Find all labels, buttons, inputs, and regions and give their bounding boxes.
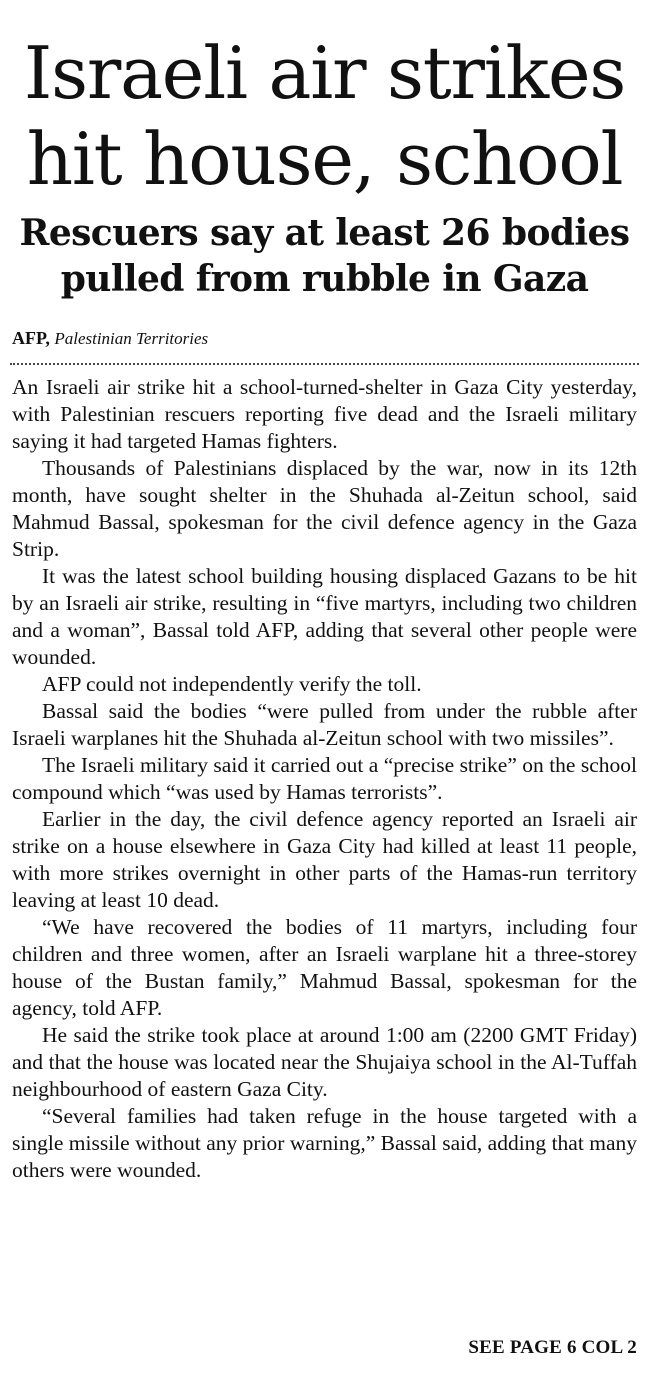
paragraph: “We have recovered the bodies of 11 martyrs, including four children and three women, after an Israeli warplane hit a three-storey house of the Bustan family,” Mahmud Bassal, spokesman for the agency, told AFP. xyxy=(12,915,637,1020)
dotted-divider xyxy=(10,363,639,365)
paragraph: AFP could not independently verify the toll. xyxy=(42,672,422,696)
paragraph: He said the strike took place at around 1:00 am (2200 GMT Friday) and that the house was located near the Shujaiya school in the Al-Tuffah neighbourhood of eastern Gaza City. xyxy=(12,1023,637,1101)
byline-agency: AFP, xyxy=(12,328,50,348)
headline: Israeli air strikes hit house, school xyxy=(23,31,626,201)
byline xyxy=(12,326,208,351)
article-body xyxy=(12,374,637,1184)
paragraph: An Israeli air strike hit a school-turned-shelter in Gaza City yesterday, with Palestinian rescuers reporting five dead and the Israeli military saying it had targeted Hamas fighters. xyxy=(12,375,637,453)
byline-location: Palestinian Territories xyxy=(54,329,209,348)
paragraph: “Several families had taken refuge in the house targeted with a single missile without any prior warning,” Bassal said, adding that many others were wounded. xyxy=(12,1104,637,1182)
continuation-jump: SEE PAGE 6 COL 2 xyxy=(468,1337,637,1358)
paragraph: Thousands of Palestinians displaced by the war, now in its 12th month, have sought shelter in the Shuhada al-Zeitun school, said Mahmud Bassal, spokesman for the civil defence agency in the Gaza Strip. xyxy=(12,456,637,561)
paragraph: The Israeli military said it carried out a “precise strike” on the school compound which “was used by Hamas terrorists”. xyxy=(12,753,637,804)
paragraph: It was the latest school building housing displaced Gazans to be hit by an Israeli air strike, resulting in “five martyrs, including two children and a woman”, Bassal told AFP, adding that several other people were wounded. xyxy=(12,564,637,669)
paragraph: Earlier in the day, the civil defence agency reported an Israeli air strike on a house elsewhere in Gaza City had killed at least 11 people, with more strikes overnight in other parts of the Hamas-run territory leaving at least 10 dead. xyxy=(12,807,637,912)
subheadline: Rescuers say at least 26 bodies pulled from rubble in Gaza xyxy=(19,212,630,300)
paragraph: Bassal said the bodies “were pulled from under the rubble after Israeli warplanes hit the Shuhada al-Zeitun school with two missiles”. xyxy=(12,699,637,750)
